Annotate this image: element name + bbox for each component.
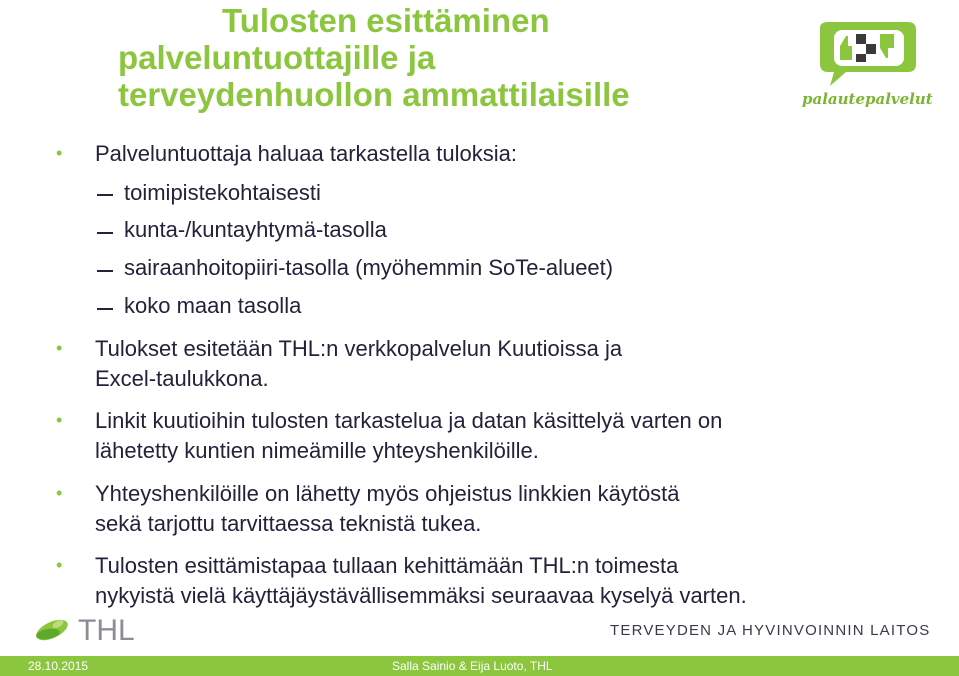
footer-authors: Salla Sainio & Eija Luoto, THL <box>392 659 553 673</box>
bullet-marker: • <box>56 338 63 358</box>
bullet-3-line-1: Linkit kuutioihin tulosten tarkastelua ja datan käsittelyä varten on <box>95 408 723 433</box>
bullet-4-line-1: Yhteyshenkilöille on lähetty myös ohjeistus linkkien käytöstä <box>95 481 680 506</box>
sub-bullet-1: toimipistekohtaisesti <box>124 180 321 205</box>
bullet-2-line-2: Excel-taulukkona. <box>95 366 269 391</box>
sub-bullet-4: koko maan tasolla <box>124 293 302 318</box>
bullet-4-line-2: sekä tarjottu tarvittaessa teknistä tukea. <box>95 511 482 536</box>
footer-bar <box>0 656 959 676</box>
bullet-5-line-1: Tulosten esittämistapaa tullaan kehittämään THL:n toimesta <box>95 553 679 578</box>
sub-bullet-dash <box>97 308 113 310</box>
bullet-1-text: Palveluntuottaja haluaa tarkastella tuloksia: <box>95 141 517 166</box>
title-line-3: terveydenhuollon ammattilaisille <box>118 76 630 113</box>
slide-title <box>118 2 758 113</box>
sub-bullet-dash <box>97 270 113 272</box>
palautepalvelut-logo <box>800 20 933 110</box>
bullet-3-line-2: lähetetty kuntien nimeämille yhteyshenkilöille. <box>95 438 539 463</box>
footer-date: 28.10.2015 <box>28 659 89 673</box>
sub-bullet-dash <box>97 194 113 196</box>
sub-bullet-2: kunta-/kuntayhtymä-tasolla <box>124 217 387 242</box>
thl-logo <box>30 608 165 648</box>
thl-full-name: TERVEYDEN JA HYVINVOINNIN LAITOS <box>610 622 931 639</box>
bullet-marker: • <box>56 410 63 430</box>
title-line-2: palveluntuottajille ja <box>118 39 436 76</box>
thl-abbrev: THL <box>78 614 135 647</box>
sub-bullet-3: sairaanhoitopiiri-tasolla (myöhemmin SoTe-alueet) <box>124 255 614 280</box>
bullet-2-line-1: Tulokset esitetään THL:n verkkopalvelun Kuutioissa ja <box>95 336 623 361</box>
speech-bubble-thumbs-icon <box>800 20 930 92</box>
sub-bullet-dash <box>97 232 113 234</box>
bullet-marker: • <box>56 483 63 503</box>
thl-leaf-icon <box>33 616 71 645</box>
palautepalvelut-text: palautepalvelut <box>802 90 933 108</box>
bullet-marker: • <box>56 143 63 163</box>
bullet-5-line-2: nykyistä vielä käyttäjäystävällisemmäksi seuraavaa kyselyä varten. <box>95 583 747 608</box>
title-line-1: Tulosten esittäminen <box>222 2 550 39</box>
bullet-marker: • <box>56 555 63 575</box>
